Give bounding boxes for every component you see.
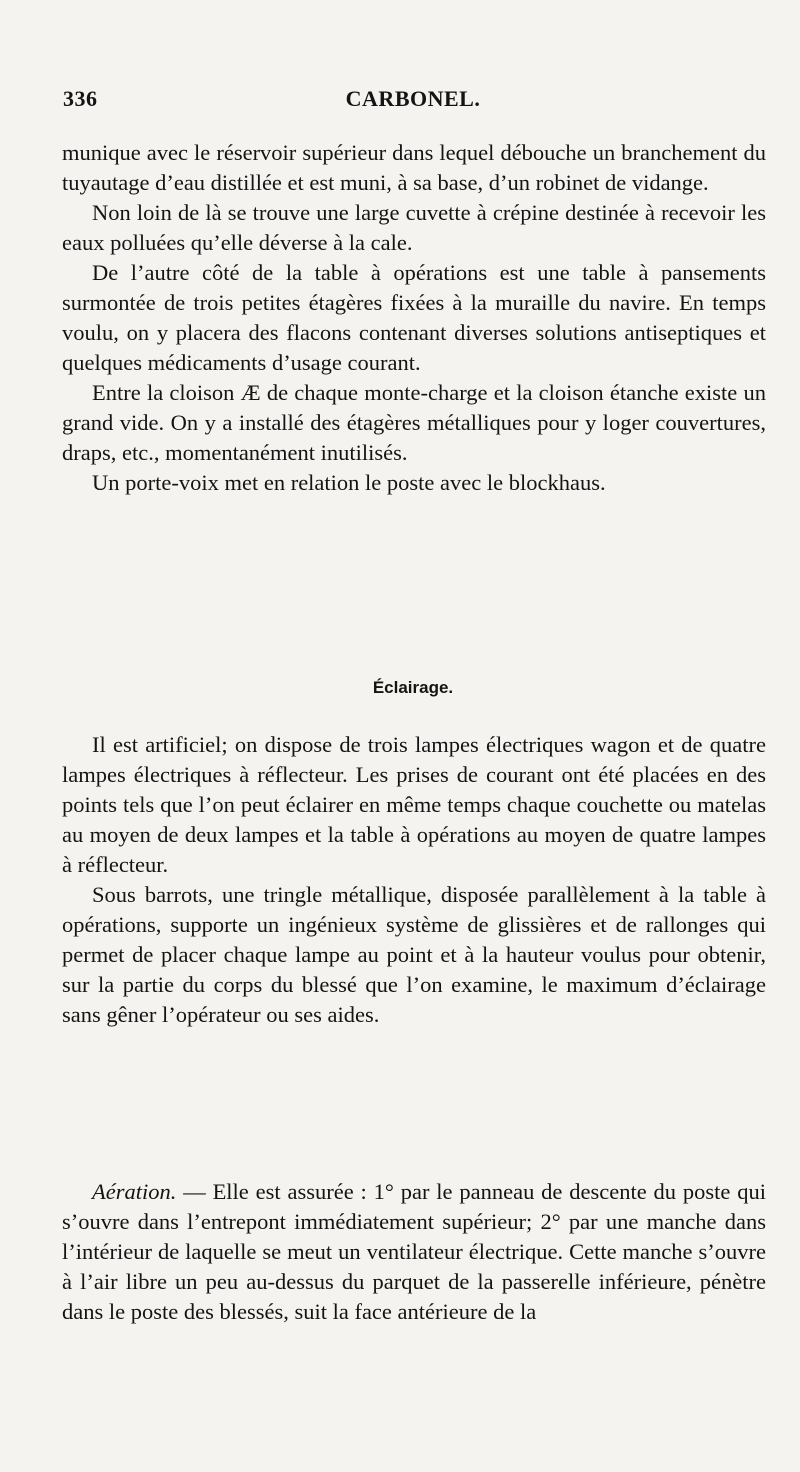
paragraph: Il est artificiel; on dispose de trois lampes électriques wagon et de quatre lampes électriques à réflecteur. Les prises de courant ont été placées en des points tels que l’on peut éclairer en même temps chaque couchette ou matelas au moyen de deux lampes et la table à opérations au moyen de quatre lampes à réflecteur. (62, 732, 766, 877)
paragraph: Entre la cloison Æ de chaque monte-charge et la cloison étanche existe un grand vide. On y a installé des étagères métalliques pour y loger couvertures, draps, etc., momentanément inutilisés. (62, 380, 766, 465)
paragraph: Non loin de là se trouve une large cuvette à crépine destinée à recevoir les eaux polluées qu’elle déverse à la cale. (62, 200, 766, 255)
paragraph: Un porte-voix met en relation le poste avec le blockhaus. (92, 470, 606, 495)
paragraph: Sous barrots, une tringle métallique, disposée parallèlement à la table à opérations, supporte un ingénieux système de glissières et de rallonges qui permet de placer chaque lampe au point et à la hauteur voulus pour obtenir, sur la partie du corps du blessé que l’on examine, le maximum d’éclairage sans gêner l’opérateur ou ses aides. (62, 882, 766, 1027)
page-number: 336 (63, 86, 98, 111)
paragraph: De l’autre côté de la table à opérations est une table à pansements surmontée de trois petites étagères fixées à la muraille du navire. En temps voulu, on y placera des flacons contenant diverses solutions antiseptiques et quelques médicaments d’usage courant. (62, 260, 766, 375)
section-heading: Éclairage. (372, 678, 454, 697)
running-title: CARBONEL. (345, 86, 481, 111)
paragraph (62, 1177, 766, 1327)
intro-text (62, 138, 766, 498)
eclairage-text (62, 730, 766, 1030)
paragraph: munique avec le réservoir supérieur dans lequel débouche un branchement du tuyautage d’eau distillée et est muni, à sa base, d’un robinet de vidange. (62, 140, 766, 195)
running-head (60, 86, 766, 122)
aeration-text (62, 1177, 766, 1327)
paragraph-text: — Elle est assurée : 1° par le panneau de descente du poste qui s’ouvre dans l’entrepont immédiatement supérieur; 2° par une manche dans l’intérieur de laquelle se meut un ventilateur électrique. Cette manche s’ouvre à l’air libre un peu au-dessus du parquet de la passerelle inférieure, pénètre dans le poste des blessés, suit la face antérieure de la (62, 1179, 766, 1324)
run-in-heading: Aération. (92, 1179, 177, 1204)
book-page (60, 0, 766, 1472)
